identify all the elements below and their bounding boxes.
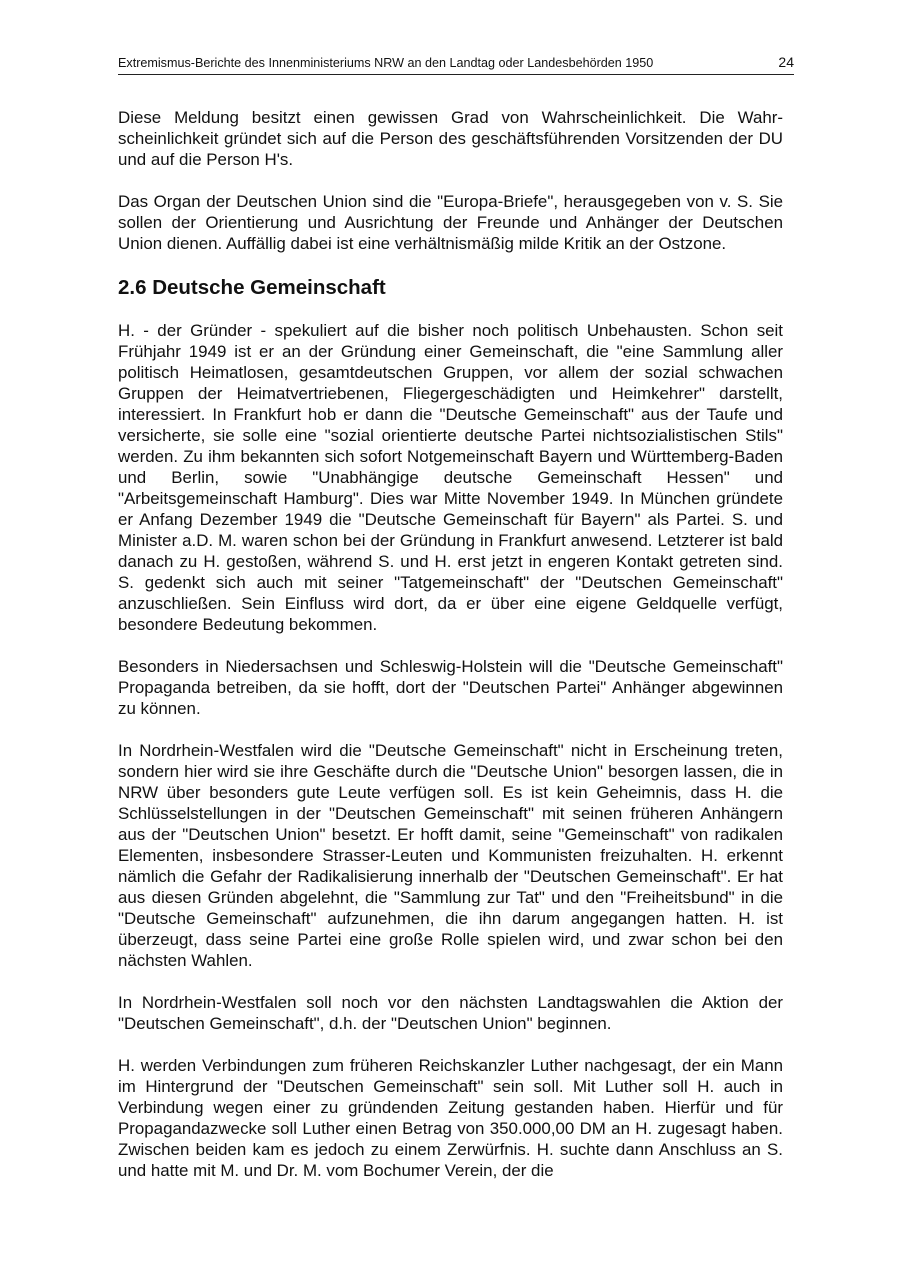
- paragraph: Das Organ der Deutschen Union sind die "Europa-Briefe", herausgegeben von v. S. Sie sollen der Orientierung und Ausrichtung der Freunde und Anhänger der Deutschen Union dienen. Auffällig dabei ist eine verhältnismäßig milde Kritik an der Ostzone.: [118, 192, 783, 253]
- document-body: [118, 107, 783, 1202]
- paragraph: H. werden Verbindungen zum früheren Reichskanzler Luther nachgesagt, der ein Mann im Hintergrund der "Deutschen Gemeinschaft" sein soll. Mit Luther soll H. auch in Verbindung wegen einer zu gründenden Zeitung gestanden haben. Hierfür und für Propagandazwecke soll Luther einen Betrag von 350.000,00 DM an H. zugesagt haben. Zwischen beiden kam es jedoch zu einem Zerwürfnis. H. suchte dann Anschluss an S. und hatte mit M. und Dr. M. vom Bochumer Verein, der die: [118, 1056, 783, 1180]
- paragraph: H. - der Gründer - spekuliert auf die bisher noch politisch Unbehausten. Schon seit Frühjahr 1949 ist er an der Gründung einer Gemeinschaft, die "eine Sammlung aller politisch Heimatlosen, gesamtdeutschen Gruppen, vor allem der sozial schwachen Gruppen der Heimatvertriebenen, Fliegergeschädigten und Heimkehrer" darstellt, interessiert. In Frankfurt hob er dann die "Deutsche Gemeinschaft" aus der Taufe und versicherte, sie solle eine "sozial orientierte deutsche Partei nichtsozialistischen Stils" werden. Zu ihm bekannten sich sofort Notgemeinschaft Bayern und Württemberg-Baden und Berlin, sowie "Unabhängige deutsche Gemeinschaft Hessen" und "Arbeitsgemeinschaft Hamburg". Dies war Mitte November 1949. In München gründete er Anfang Dezember 1949 die "Deutsche Gemeinschaft für Bayern" als Partei. S. und Minister a.D. M. waren schon bei der Gründung in Frankfurt anwesend. Letzterer ist bald danach zu H. gestoßen, während S. und H. erst jetzt in engeren Kontakt getreten sind. S. gedenkt sich auch mit seiner "Tatgemeinschaft" der "Deutschen Gemeinschaft" anzuschließen. Sein Einfluss wird dort, da er über eine eigene Geldquelle verfügt, besondere Bedeutung bekommen.: [118, 321, 783, 634]
- paragraph: Besonders in Niedersachsen und Schleswig-Holstein will die "Deutsche Gemeinschaft" Propaganda betreiben, da sie hofft, dort der "Deutschen Partei" Anhänger abgewinnen zu können.: [118, 657, 783, 718]
- page-header: [118, 54, 794, 75]
- header-title: Extremismus-Berichte des Innenministeriums NRW an den Landtag oder Landesbehörden 1950: [118, 56, 654, 70]
- section-heading: 2.6 Deutsche Gemeinschaft: [118, 276, 386, 299]
- paragraph: In Nordrhein-Westfalen wird die "Deutsche Gemeinschaft" nicht in Erscheinung treten, sondern hier wird sie ihre Geschäfte durch die "Deutsche Union" besorgen lassen, die in NRW über besonders gute Leute verfügen soll. Es ist kein Geheimnis, dass H. die Schlüsselstellungen in der "Deutschen Gemeinschaft" mit seinen früheren Anhängern aus der "Deutschen Union" besetzt. Er hofft damit, seine "Gemeinschaft" von radikalen Elementen, insbesondere Strasser-Leuten und Kommunisten freizuhalten. H. erkennt nämlich die Gefahr der Radikalisierung innerhalb der "Deutschen Gemeinschaft". Er hat aus diesen Gründen abgelehnt, die "Sammlung zur Tat" und den "Freiheitsbund" in die "Deutsche Gemeinschaft" aufzunehmen, die ihn darum angegangen hatten. H. ist überzeugt, dass seine Partei eine große Rolle spielen wird, und zwar schon bei den nächsten Wahlen.: [118, 741, 783, 970]
- page-number: 24: [778, 54, 794, 70]
- paragraph: In Nordrhein-Westfalen soll noch vor den nächsten Landtagswahlen die Aktion der "Deutschen Gemeinschaft", d.h. der "Deutschen Union" beginnen.: [118, 993, 783, 1033]
- paragraph: Diese Meldung besitzt einen gewissen Grad von Wahrscheinlichkeit. Die Wahrscheinlichkeit gründet sich auf die Person des geschäftsführenden Vorsitzenden der DU und auf die Person H's.: [118, 108, 783, 169]
